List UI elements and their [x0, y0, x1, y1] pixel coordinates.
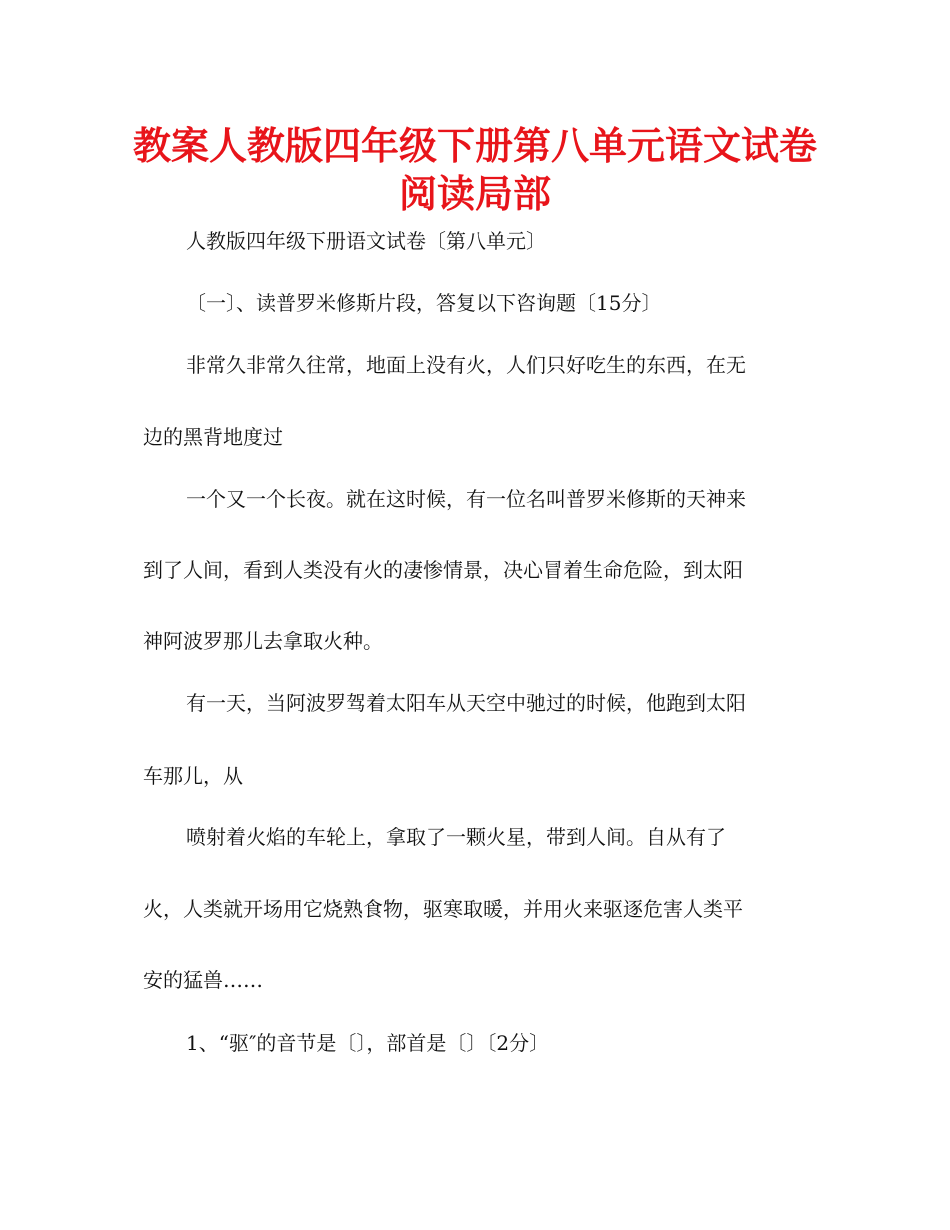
question-1: 1、“驱″的音节是〔〕，部首是〔〕〔2分〕 [186, 1031, 550, 1055]
passage-line-6: 有一天，当阿波罗驾着太阳车从天空中驰过的时候，他跑到太阳 [186, 691, 746, 715]
document-subtitle: 人教版四年级下册语文试卷〔第八单元〕 [186, 229, 546, 253]
document-title-line-2: 阅读局部 [398, 172, 551, 216]
passage-line-2: 边的黑背地度过 [143, 425, 283, 449]
section-heading: 〔一〕、读普罗米修斯片段，答复以下咨询题〔15分〕 [186, 291, 662, 315]
passage-line-7: 车那儿，从 [143, 764, 243, 788]
passage-line-5: 神阿波罗那儿去拿取火种。 [143, 629, 383, 653]
passage-line-3: 一个又一个长夜。就在这时候，有一位名叫普罗米修斯的天神来 [186, 487, 746, 511]
passage-line-1: 非常久非常久往常，地面上没有火，人们只好吃生的东西，在无 [186, 353, 746, 377]
passage-line-4: 到了人间，看到人类没有火的凄惨情景，决心冒着生命危险，到太阳 [143, 558, 743, 582]
document-title-line-1: 教案人教版四年级下册第八单元语文试卷 [132, 124, 817, 168]
passage-line-10: 安的猛兽…… [143, 968, 263, 992]
passage-line-8: 喷射着火焰的车轮上，拿取了一颗火星，带到人间。自从有了 [186, 825, 726, 849]
passage-line-9: 火，人类就开场用它烧熟食物，驱寒取暖，并用火来驱逐危害人类平 [143, 897, 743, 921]
